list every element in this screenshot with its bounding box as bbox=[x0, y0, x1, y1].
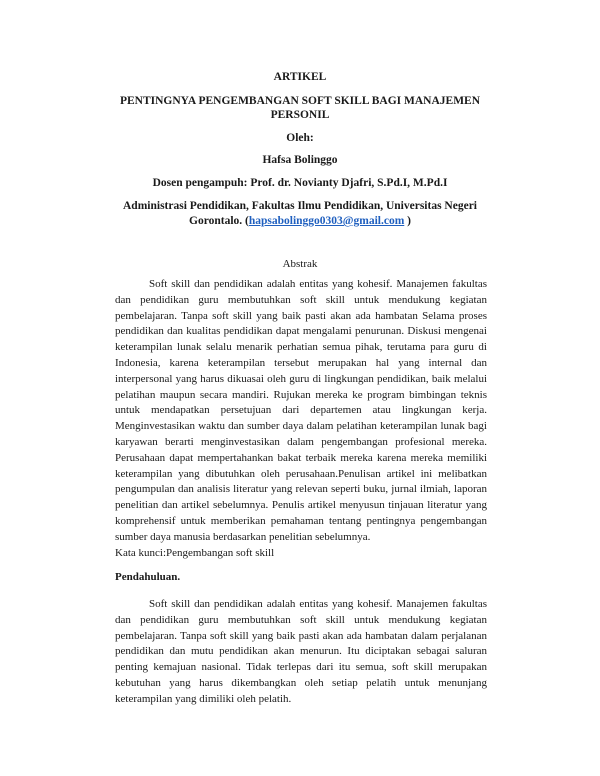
article-label: ARTIKEL bbox=[273, 71, 327, 83]
affiliation-close: ) bbox=[404, 215, 411, 227]
article-title: PENTINGNYA PENGEMBANGAN SOFT SKILL BAGI MANAJEMEN PERSONIL bbox=[119, 95, 481, 121]
email-link[interactable]: hapsabolinggo0303@gmail.com bbox=[248, 215, 405, 227]
abstract-body: Soft skill dan pendidikan adalah entitas yang kohesif. Manajemen fakultas dan pendidikan guru membutuhkan soft skill untuk mendukung kegiatan pembelajaran. Tanpa soft skill yang baik pasti akan ada hambatan Selama proses pendidikan dan kualitas pendidikan dapat mengalami penurunan. Diskusi mengenai keterampilan lunak selalu menarik perhatian semua pihak, terutama para guru di Indonesia, karena keterampilan tersebut merupakan hal yang internal dan interpersonal yang harus dikuasai oleh guru di lingkungan pendidikan, baik melalui pelatihan maupun secara mandiri. Rujukan mereka ke program bimbingan teknis untuk mendapatkan persetujuan dari departemen atau lingkungan kerja. Menginvestasikan waktu dan sumber daya dalam pelatihan keterampilan lunak bagi karyawan berarti menginvestasikan dalam pengembangan profesional mereka. Perusahaan dapat mempertahankan bakat terbaik mereka karena mereka memiliki keterampilan yang dibutuhkan oleh perusahaan.Penulisan artikel ini melibatkan pengumpulan dan analisis literatur yang relevan seperti buku, jurnal ilmiah, laporan penelitian dan artikel sebelumnya. Penulis artikel menyusun tinjauan literatur yang komprehensif untuk memberikan pemahaman tentang pentingnya pengembangan sumber daya manusia berdasarkan penelitian sebelumnya. bbox=[115, 278, 487, 543]
affiliation-text: Administrasi Pendidikan, Fakultas Ilmu Pendidikan, Universitas Negeri Gorontalo. ( bbox=[123, 200, 477, 227]
oleh-label: Oleh: bbox=[286, 132, 314, 144]
intro-body: Soft skill dan pendidikan adalah entitas yang kohesif. Manajemen fakultas dan pendidikan guru membutuhkan soft skill untuk mendukung kegiatan pembelajaran. Tanpa soft skill yang baik pasti akan ada hambatan dalam perjalanan pendidikan dan mutu pendidikan akan menurun. Itu diciptakan sebagai saluran penting kemajuan nasional. Tidak terlepas dari itu semua, soft skill merupakan kebutuhan yang harus dikembangkan oleh setiap pelatih untuk menunjang keterampilan yang dimiliki oleh pelatih. bbox=[115, 598, 487, 705]
affiliation bbox=[110, 199, 490, 229]
intro-heading: Pendahuluan. bbox=[115, 571, 181, 583]
author-name: Hafsa Bolinggo bbox=[262, 154, 338, 166]
abstract-heading: Abstrak bbox=[282, 258, 318, 270]
supervisor-line: Dosen pengampuh: Prof. dr. Novianty Djafri, S.Pd.I, M.Pd.I bbox=[152, 177, 448, 189]
keywords: Kata kunci:Pengembangan soft skill bbox=[115, 547, 275, 559]
